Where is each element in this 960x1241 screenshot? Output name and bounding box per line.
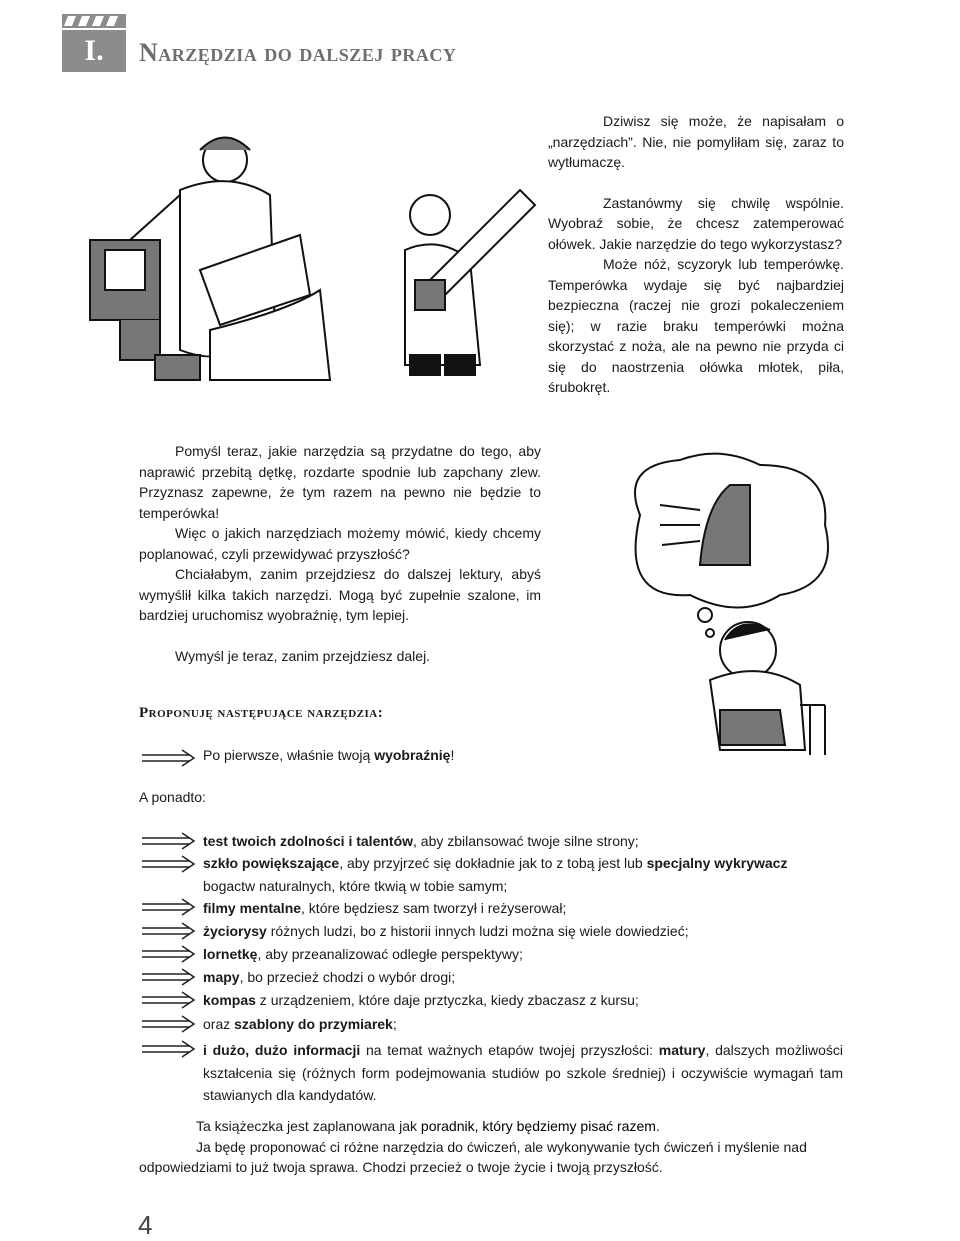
item-text: , aby przyjrzeć się dokładnie jak to z tobą jest lub [339, 855, 647, 871]
list-item [203, 1039, 843, 1107]
list-item [203, 920, 843, 943]
closing-line-2: Ja będę proponować ci różne narzędzia do ćwiczeń, ale wykonywanie tych ćwiczeń i myślenie nad odpowiedziami to już twoja sprawa. Chodzi przecież o twoje życie i twoją przyszłość. [139, 1138, 807, 1175]
first-tool-emph: wyobraźnię [374, 747, 451, 763]
arrow-icon [140, 832, 196, 850]
list-item [203, 1013, 843, 1036]
item-bold: test twoich zdolności i talentów [203, 833, 414, 849]
thinking-boy-illustration [600, 445, 850, 765]
arrow-icon [140, 968, 196, 986]
item-text: , aby przeanalizować odległe perspektywy; [257, 946, 523, 962]
item-bold: specjalny wykrywacz [646, 855, 788, 871]
item-bold: życiorysy [203, 923, 267, 939]
item-text: różnych ludzi, bo z historii innych ludzi można się wiele dowiedzieć; [266, 923, 689, 939]
besides-label: A ponadto: [139, 789, 206, 805]
chapter-title: Narzędzia do dalszej pracy [139, 38, 457, 67]
item-text: , aby zbilansować twoje silne strony; [413, 833, 639, 849]
arrow-icon [140, 898, 196, 916]
arrow-icon [140, 991, 196, 1009]
closing-text: . [655, 1118, 660, 1134]
intro-paragraph: Może nóż, scyzoryk lub temperówkę. Temperówka wydaje się być najbardziej bezpieczna (raczej nie grozi pokaleczeniem się); w razie braku temperówki można skorzystać z noża, ale na pewno nie przyda ci się do naostrzenia ołówka młotek, piła, śrubokręt. [548, 256, 844, 395]
item-bold: i dużo, dużo informacji [203, 1042, 361, 1058]
intro-paragraph: Zastanówmy się chwilę wspólnie. Wyobraź sobie, że chcesz zatemperować ołówek. Jakie narzędzie do tego wykorzystasz? [548, 194, 844, 252]
intro-block [548, 111, 844, 398]
list-item [203, 943, 843, 966]
intro-paragraph: Dziwisz się może, że napisałam o „narzędziach”. Nie, nie pomyliłam się, zaraz to wytłumaczę. [548, 113, 844, 170]
item-bold: szkło powiększające [203, 855, 340, 871]
first-tool-text: Po pierwsze, właśnie twoją [203, 747, 375, 763]
film-strip-icon [62, 10, 126, 28]
list-item [203, 989, 843, 1012]
closing-emphasis: poradnik, który będziemy pisać razem [420, 1118, 656, 1134]
closing-line-1 [139, 1116, 845, 1137]
item-bold: lornetkę [203, 946, 258, 962]
item-text: na temat ważnych etapów twojej przyszłości: [360, 1042, 659, 1058]
list-item [203, 897, 843, 920]
closing-block [139, 1116, 845, 1178]
item-text: bogactw naturalnych, które tkwią w tobie samym; [203, 877, 508, 894]
item-bold: mapy [203, 969, 240, 985]
arrow-icon [140, 855, 196, 873]
arrow-icon [140, 749, 196, 767]
item-text: ; [392, 1016, 397, 1032]
item-text: , które będziesz sam tworzył i reżyserował; [301, 900, 567, 916]
middle-paragraph: Więc o jakich narzędziach możemy mówić, kiedy chcemy poplanować, czyli przewidywać przyszłość? [139, 525, 541, 562]
middle-paragraph: Pomyśl teraz, jakie narzędzia są przydatne do tego, aby naprawić przebitą dętkę, rozdarte spodnie lub zapchany zlew. Przyznasz zapewne, że tym razem na pewno nie będzie to temperówka! [139, 443, 541, 521]
arrow-icon [140, 1015, 196, 1033]
chapter-number: I. [62, 30, 126, 72]
list-item [203, 830, 843, 853]
item-text: , dalszych możliwości kształcenia się (różnych form podejmowania studiów po szkole średniej) i oczywiście wymagań tam stawianych dla kandydatów. [203, 1042, 843, 1103]
first-tool-item [203, 747, 454, 763]
workers-with-tools-illustration [60, 120, 550, 395]
middle-paragraph: Wymyśl je teraz, zanim przejdziesz dalej. [175, 647, 431, 664]
item-text: , bo przecież chodzi o wybór drogi; [239, 969, 456, 985]
middle-paragraph: Chciałabym, zanim przejdziesz do dalszej lektury, abyś wymyślił kilka takich narzędzi. Mogą być zupełnie szalone, im bardziej uruchomisz wyobraźnię, tym lepiej. [139, 566, 541, 623]
item-bold: filmy mentalne [203, 900, 302, 916]
item-text: oraz [203, 1016, 235, 1032]
arrow-icon [140, 945, 196, 963]
middle-block [139, 441, 541, 666]
item-bold: szablony do przymiarek [234, 1016, 393, 1032]
first-tool-end: ! [450, 747, 455, 763]
list-item [203, 852, 843, 897]
arrow-icon [140, 1040, 196, 1058]
page-number: 4 [138, 1210, 153, 1240]
list-item [203, 966, 843, 989]
closing-text: Ta książeczka jest zaplanowana jak [196, 1118, 421, 1134]
item-text: z urządzeniem, które daje prztyczka, kiedy zbaczasz z kursu; [255, 992, 639, 1008]
section-heading: Proponuję następujące narzędzia: [139, 705, 384, 721]
item-bold: kompas [203, 992, 256, 1008]
arrow-icon [140, 922, 196, 940]
item-bold: matury [658, 1042, 706, 1058]
